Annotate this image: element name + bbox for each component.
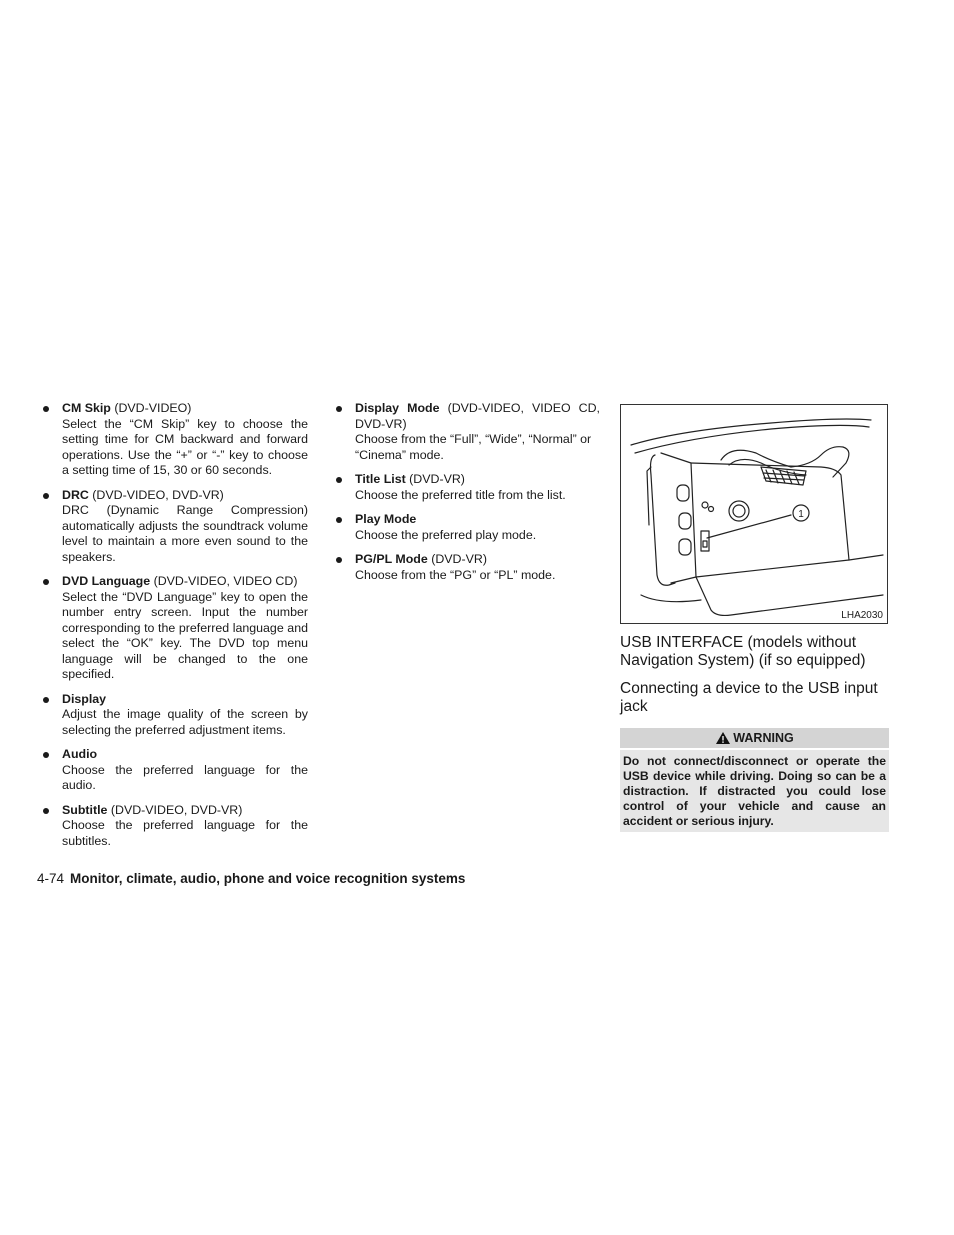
item-qualifier: (DVD-VR) xyxy=(405,472,465,486)
bullet-icon xyxy=(336,477,342,483)
bullet-icon xyxy=(336,406,342,412)
bullet-icon xyxy=(43,697,49,703)
item-description: Select the “CM Skip” key to choose the setting time for CM backward and forward operations. Use the “+” or “-” key to choose a setting time of 15, 30 or 60 seconds. xyxy=(62,416,308,477)
item-description: Select the “DVD Language” key to open the number entry screen. Input the number corresponding to the preferred language and select the “OK” key. The DVD top menu language will be changed to the one specified. xyxy=(62,589,308,681)
item-term: CM Skip xyxy=(62,401,111,415)
item-description: Choose from the “Full”, “Wide”, “Normal” or “Cinema” mode. xyxy=(355,432,592,462)
list-item xyxy=(40,401,308,479)
sub-title: Connecting a device to the USB input jack xyxy=(620,680,878,715)
bullet-icon xyxy=(43,406,49,412)
left-column xyxy=(40,401,308,858)
list-item xyxy=(40,747,308,794)
list-item xyxy=(40,488,308,566)
bullet-icon xyxy=(336,557,342,563)
item-term: Audio xyxy=(62,747,98,761)
item-qualifier: (DVD-VIDEO, DVD-VR) xyxy=(88,487,224,502)
middle-column xyxy=(333,401,600,592)
list-item xyxy=(333,552,600,583)
warning-triangle-icon xyxy=(715,731,731,745)
bullet-icon xyxy=(43,579,49,585)
bullet-icon xyxy=(336,517,342,523)
bullet-icon xyxy=(43,493,49,499)
item-qualifier: (DVD-VR) xyxy=(427,552,487,566)
item-qualifier: (DVD-VIDEO) xyxy=(110,401,192,415)
warning-label: WARNING xyxy=(733,731,794,745)
item-term: DVD Language xyxy=(62,574,151,588)
item-term: Title List xyxy=(355,472,406,486)
item-description: Choose the preferred play mode. xyxy=(355,527,537,542)
right-column xyxy=(620,401,890,832)
item-description: Choose the preferred language for the audio. xyxy=(62,762,308,792)
console-drawing-icon xyxy=(621,405,889,625)
item-term: Play Mode xyxy=(355,512,417,526)
list-item xyxy=(333,472,600,503)
item-term: DRC xyxy=(62,487,89,502)
item-description: DRC (Dynamic Range Compression) automatically adjusts the soundtrack volume level to maintain a more even sound to the speakers. xyxy=(62,503,308,564)
item-qualifier: (DVD-VIDEO, DVD-VR) xyxy=(107,802,243,817)
bullet-icon xyxy=(43,808,49,814)
item-description: Choose the preferred title from the list. xyxy=(355,487,566,502)
item-term: Display xyxy=(62,691,107,706)
page-number: 4-74 xyxy=(37,871,65,886)
chapter-title: Monitor, climate, audio, phone and voice recognition systems xyxy=(70,871,466,886)
warning-box xyxy=(620,728,889,832)
list-item xyxy=(40,692,308,739)
item-term: Subtitle xyxy=(62,802,108,817)
item-term: Display Mode xyxy=(355,401,440,415)
figure-callout: 1 xyxy=(798,509,804,520)
item-qualifier: (DVD-VIDEO, VIDEO CD, DVD-VR) xyxy=(355,401,600,431)
item-description: Choose from the “PG” or “PL” mode. xyxy=(355,567,556,582)
bullet-icon xyxy=(43,752,49,758)
list-item xyxy=(333,401,600,463)
item-term: PG/PL Mode xyxy=(355,552,428,566)
item-qualifier: (DVD-VIDEO, VIDEO CD) xyxy=(150,574,298,588)
list-item xyxy=(40,803,308,850)
usb-jack-illustration xyxy=(620,404,888,624)
warning-header xyxy=(620,728,889,748)
list-item xyxy=(333,512,600,543)
page-footer xyxy=(37,871,465,886)
figure-id: LHA2030 xyxy=(841,610,883,621)
item-description: Choose the preferred language for the subtitles. xyxy=(62,818,308,848)
warning-text: Do not connect/disconnect or operate the USB device while driving. Doing so can be a distraction. If distracted you could lose control of your vehicle and cause an accident or serious injury. xyxy=(620,750,889,832)
section-title: USB INTERFACE (models without Navigation System) (if so equipped) xyxy=(620,634,866,669)
item-description: Adjust the image quality of the screen by selecting the preferred adjustment items. xyxy=(62,707,308,737)
list-item xyxy=(40,574,308,683)
